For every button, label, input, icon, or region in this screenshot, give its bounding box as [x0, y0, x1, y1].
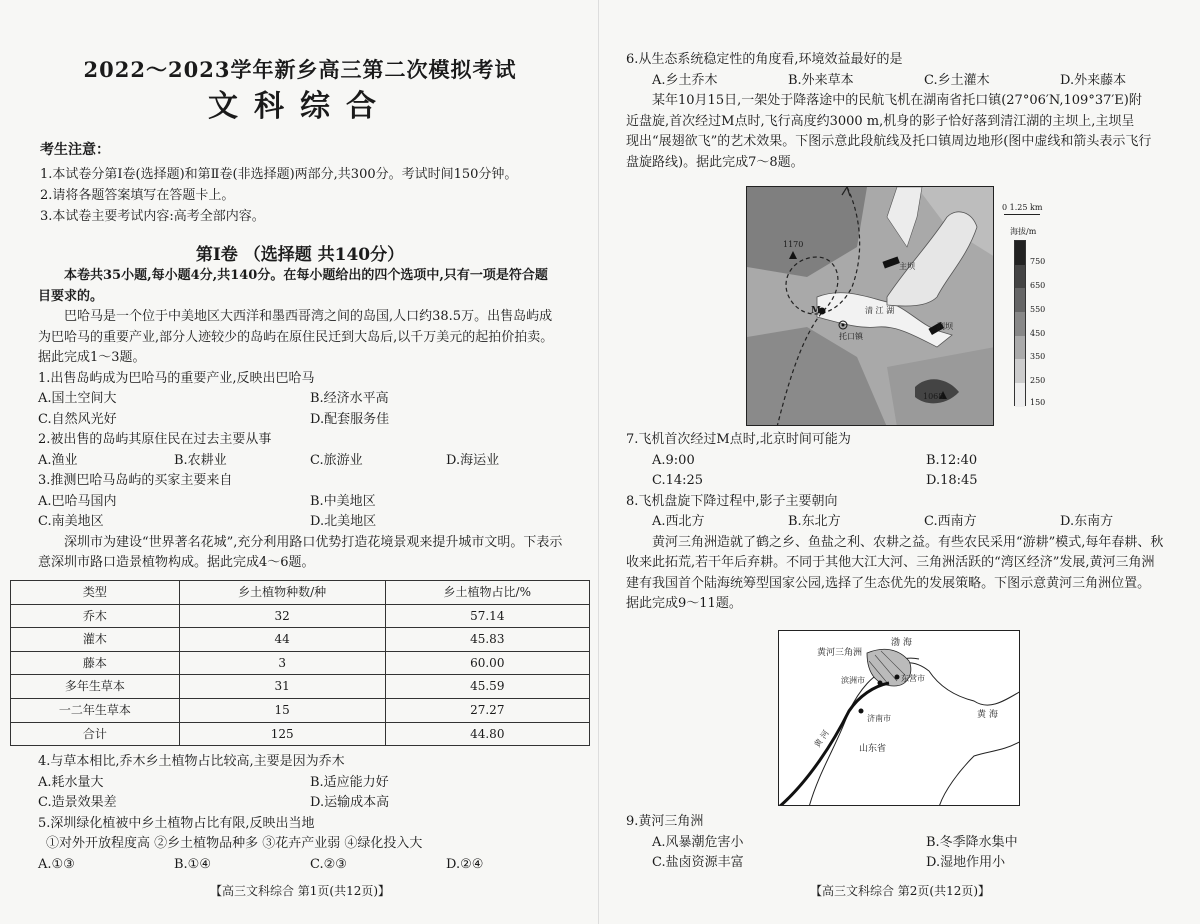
legend-value: 750	[1030, 257, 1046, 266]
table-cell: 27.27	[385, 698, 589, 722]
option-a: A.渔业	[38, 452, 78, 468]
option-c: C.造景效果差	[38, 795, 117, 810]
question-3-options	[38, 492, 588, 513]
option-a: A.9:00	[652, 452, 695, 468]
table-cell: 45.83	[385, 628, 589, 652]
passage-line: 据此完成1～3题。	[38, 350, 146, 365]
legend-value: 450	[1030, 329, 1046, 338]
question-2-options	[38, 451, 588, 472]
delta-location-map	[778, 630, 1020, 806]
question-5-options	[38, 855, 588, 876]
legend-value: 150	[1030, 398, 1046, 407]
binzhou-label: 滨洲市	[841, 676, 865, 685]
option-d: D.②④	[446, 856, 484, 872]
map-scale: 0 1.25 km	[1002, 203, 1043, 212]
passage-line: 现出“展翅欲飞”的艺术效果。下图示意此段航线及托口镇周边地形(图中虚线和箭头表示飞行	[626, 134, 1152, 149]
table-header: 乡土植物种数/种	[179, 581, 385, 605]
question-7-options	[626, 451, 1186, 472]
legend-value: 250	[1030, 376, 1046, 385]
question-9-stem: 9.黄河三角洲	[626, 814, 704, 829]
table-cell: 45.59	[385, 675, 589, 699]
legend-value: 650	[1030, 281, 1046, 290]
option-a: A.巴哈马国内	[38, 493, 117, 509]
part-instruction: 本卷共35小题,每小题4分,共140分。在每小题给出的四个选项中,只有一项是符合题	[64, 268, 548, 283]
option-c: C.南美地区	[38, 514, 104, 529]
table-cell: 多年生草本	[11, 675, 180, 699]
table-cell: 60.00	[385, 651, 589, 675]
table-cell: 31	[179, 675, 385, 699]
legend-title: 海拔/m	[1010, 227, 1037, 236]
passage-line: 黄河三角洲造就了鹤之乡、鱼盐之利、农耕之益。有些农民采用“游耕”模式,每年春耕、秋	[652, 534, 1164, 550]
huanghai-label: 黄 海	[977, 710, 998, 720]
table-header-row	[11, 581, 590, 605]
table-cell: 125	[179, 722, 385, 746]
table-cell: 44	[179, 628, 385, 652]
table-cell: 一二年生草本	[11, 698, 180, 722]
option-a: A.西北方	[652, 514, 705, 529]
question-9-options	[626, 853, 1186, 874]
question-3-options	[38, 512, 588, 533]
question-3-stem: 3.推测巴哈马岛屿的买家主要来自	[38, 473, 233, 488]
question-8-options	[626, 512, 1186, 533]
option-c: C.盐卤资源丰富	[652, 855, 744, 870]
table-cell: 合计	[11, 722, 180, 746]
question-6-stem: 6.从生态系统稳定性的角度看,环境效益最好的是	[626, 52, 903, 67]
question-5-stem: 5.深圳绿化植被中乡土植物占比有限,反映出当地	[38, 815, 315, 831]
passage-line: 为巴哈马的重要产业,部分人迹较少的岛屿在原住民迁到大岛后,以千万美元的起拍价拍卖。	[38, 329, 554, 345]
table-cell: 32	[179, 604, 385, 628]
question-8-stem: 8.飞机盘旋下降过程中,影子主要朝向	[626, 493, 838, 509]
option-d: D.东南方	[1060, 514, 1114, 529]
table-row	[11, 604, 590, 628]
jinan-label: 济南市	[867, 714, 891, 723]
peak-label: 1170	[783, 240, 804, 249]
passage-line: 建有我国首个陆海统筹型国家公园,选择了生态优先的发展策略。下图示意黄河三角洲位置。	[626, 575, 1151, 591]
right-page	[600, 0, 1200, 924]
table-row	[11, 698, 590, 722]
option-b: B.经济水平高	[310, 391, 389, 406]
option-c: C.②③	[310, 856, 347, 872]
question-7-options	[626, 471, 1186, 492]
option-c: C.自然风光好	[38, 411, 117, 427]
notice-item: 3.本试卷主要考试内容:高考全部内容。	[40, 208, 265, 224]
passage-line: 据此完成9～11题。	[626, 596, 742, 611]
table-row	[11, 628, 590, 652]
option-b: B.中美地区	[310, 493, 376, 509]
question-6-options	[626, 71, 1186, 92]
table-row	[11, 722, 590, 746]
option-b: B.东北方	[788, 514, 841, 529]
passage-line: 收来此拓荒,若干年后弃耕。不同于其他大江大河、三角洲活跃的“湾区经济”发展,黄河三角洲	[626, 555, 1155, 570]
option-a: A.①③	[38, 856, 75, 872]
questions-block-1	[38, 266, 588, 574]
passage-line: 意深圳市路口造景植物构成。据此完成4～6题。	[38, 555, 315, 570]
question-2-stem: 2.被出售的岛屿其原住民在过去主要从事	[38, 432, 272, 447]
bohai-label: 渤 海	[891, 638, 912, 648]
peak-label: 1068	[923, 392, 944, 401]
page-footer: 【高三文科综合 第1页(共12页)】	[209, 884, 391, 898]
option-d: D.北美地区	[310, 514, 377, 529]
table-row	[11, 675, 590, 699]
option-b: B.12:40	[926, 452, 978, 468]
legend-value: 550	[1030, 305, 1046, 314]
town-label: 托口镇	[839, 332, 863, 341]
passage-line: 盘旋路线)。据此完成7～8题。	[626, 154, 804, 170]
option-a: A.国土空间大	[38, 391, 117, 406]
exam-notice	[40, 140, 580, 227]
plant-table	[10, 580, 590, 746]
table-header: 类型	[11, 581, 180, 605]
legend-value: 350	[1030, 352, 1046, 361]
point-m-label: M	[811, 306, 821, 316]
notice-title: 考生注意：	[40, 142, 110, 158]
dongying-label: 东营市	[901, 674, 925, 683]
table-cell: 15	[179, 698, 385, 722]
option-b: B.外来草本	[788, 72, 854, 88]
option-d: D.湿地作用小	[926, 855, 1006, 870]
lake-label: 清 江 湖	[865, 306, 895, 315]
passage-line: 深圳市为建设“世界著名花城”,充分利用路口优势打造花境景观来提升城市文明。下表示	[64, 534, 563, 550]
question-4-options	[38, 773, 588, 794]
questions-block-3	[626, 50, 1186, 173]
dam-aux-label: 副坝	[937, 322, 953, 331]
passage-line: 巴哈马是一个位于中美地区大西洋和墨西哥湾之间的岛国,人口约38.5万。出售岛屿成	[64, 309, 553, 324]
option-a: A.耗水量大	[38, 774, 104, 790]
page-footer: 【高三文科综合 第2页(共12页)】	[809, 884, 991, 898]
question-4-stem: 4.与草本相比,乔木乡土植物占比较高,主要是因为乔木	[38, 754, 345, 769]
notice-item: 1.本试卷分第Ⅰ卷(选择题)和第Ⅱ卷(非选择题)两部分,共300分。考试时间150分钟。	[40, 166, 518, 182]
elevation-legend	[1014, 240, 1026, 406]
table-cell: 乔木	[11, 604, 180, 628]
passage-line: 某年10月15日,一架处于降落途中的民航飞机在湖南省托口镇(27°06′N,109°37′E)附	[652, 93, 1142, 108]
shandong-label: 山东省	[859, 744, 887, 754]
notice-item: 2.请将各题答案填写在答题卡上。	[40, 187, 235, 203]
option-d: D.配套服务佳	[310, 411, 390, 427]
scale-bar	[1004, 214, 1040, 215]
question-4-options	[38, 793, 588, 814]
subject-title: 文科综合	[208, 89, 392, 124]
delta-label: 黄河三角洲	[817, 648, 863, 658]
dam-main-label: 主坝	[899, 262, 915, 271]
option-b: B.农耕业	[174, 452, 227, 468]
option-a: A.风暴潮危害小	[652, 834, 744, 850]
exam-title: 2022～2023学年新乡高三第二次模拟考试	[83, 57, 517, 82]
option-d: D.运输成本高	[310, 795, 390, 810]
question-9-options	[626, 833, 1186, 854]
questions-block-4	[626, 430, 1186, 615]
part-instruction: 目要求的。	[38, 288, 104, 304]
option-d: D.18:45	[926, 473, 978, 488]
option-b: B.①④	[174, 856, 211, 872]
option-a: A.乡土乔木	[652, 72, 718, 88]
option-b: B.适应能力好	[310, 774, 389, 790]
questions-block-5	[626, 812, 1186, 874]
questions-block-2	[38, 752, 588, 875]
table-header: 乡土植物占比/%	[385, 581, 589, 605]
part-title: 第Ⅰ卷 （选择题 共140分）	[195, 245, 405, 265]
option-c: C.旅游业	[310, 452, 363, 468]
table-cell: 3	[179, 651, 385, 675]
option-b: B.冬季降水集中	[926, 834, 1018, 850]
river-label: 黄 河	[812, 728, 831, 749]
table-row	[11, 651, 590, 675]
passage-line: 近盘旋,首次经过M点时,飞行高度约3000 m,机身的影子恰好落到清江湖的主坝上,主坝呈	[626, 113, 1135, 129]
table-cell: 藤本	[11, 651, 180, 675]
question-7-stem: 7.飞机首次经过M点时,北京时间可能为	[626, 432, 851, 447]
option-d: D.海运业	[446, 452, 500, 468]
question-1-options	[38, 410, 588, 431]
question-1-stem: 1.出售岛屿成为巴哈马的重要产业,反映出巴哈马	[38, 370, 315, 386]
option-c: C.乡土灌木	[924, 72, 990, 88]
question-1-options	[38, 389, 588, 410]
topographic-map	[746, 186, 994, 426]
option-c: C.14:25	[652, 473, 704, 488]
option-d: D.外来藤本	[1060, 72, 1127, 88]
table-cell: 44.80	[385, 722, 589, 746]
table-cell: 灌木	[11, 628, 180, 652]
table-cell: 57.14	[385, 604, 589, 628]
question-5-choices: ①对外开放程度高 ②乡土植物品种多 ③花卉产业弱 ④绿化投入大	[46, 836, 423, 851]
option-c: C.西南方	[924, 514, 977, 529]
